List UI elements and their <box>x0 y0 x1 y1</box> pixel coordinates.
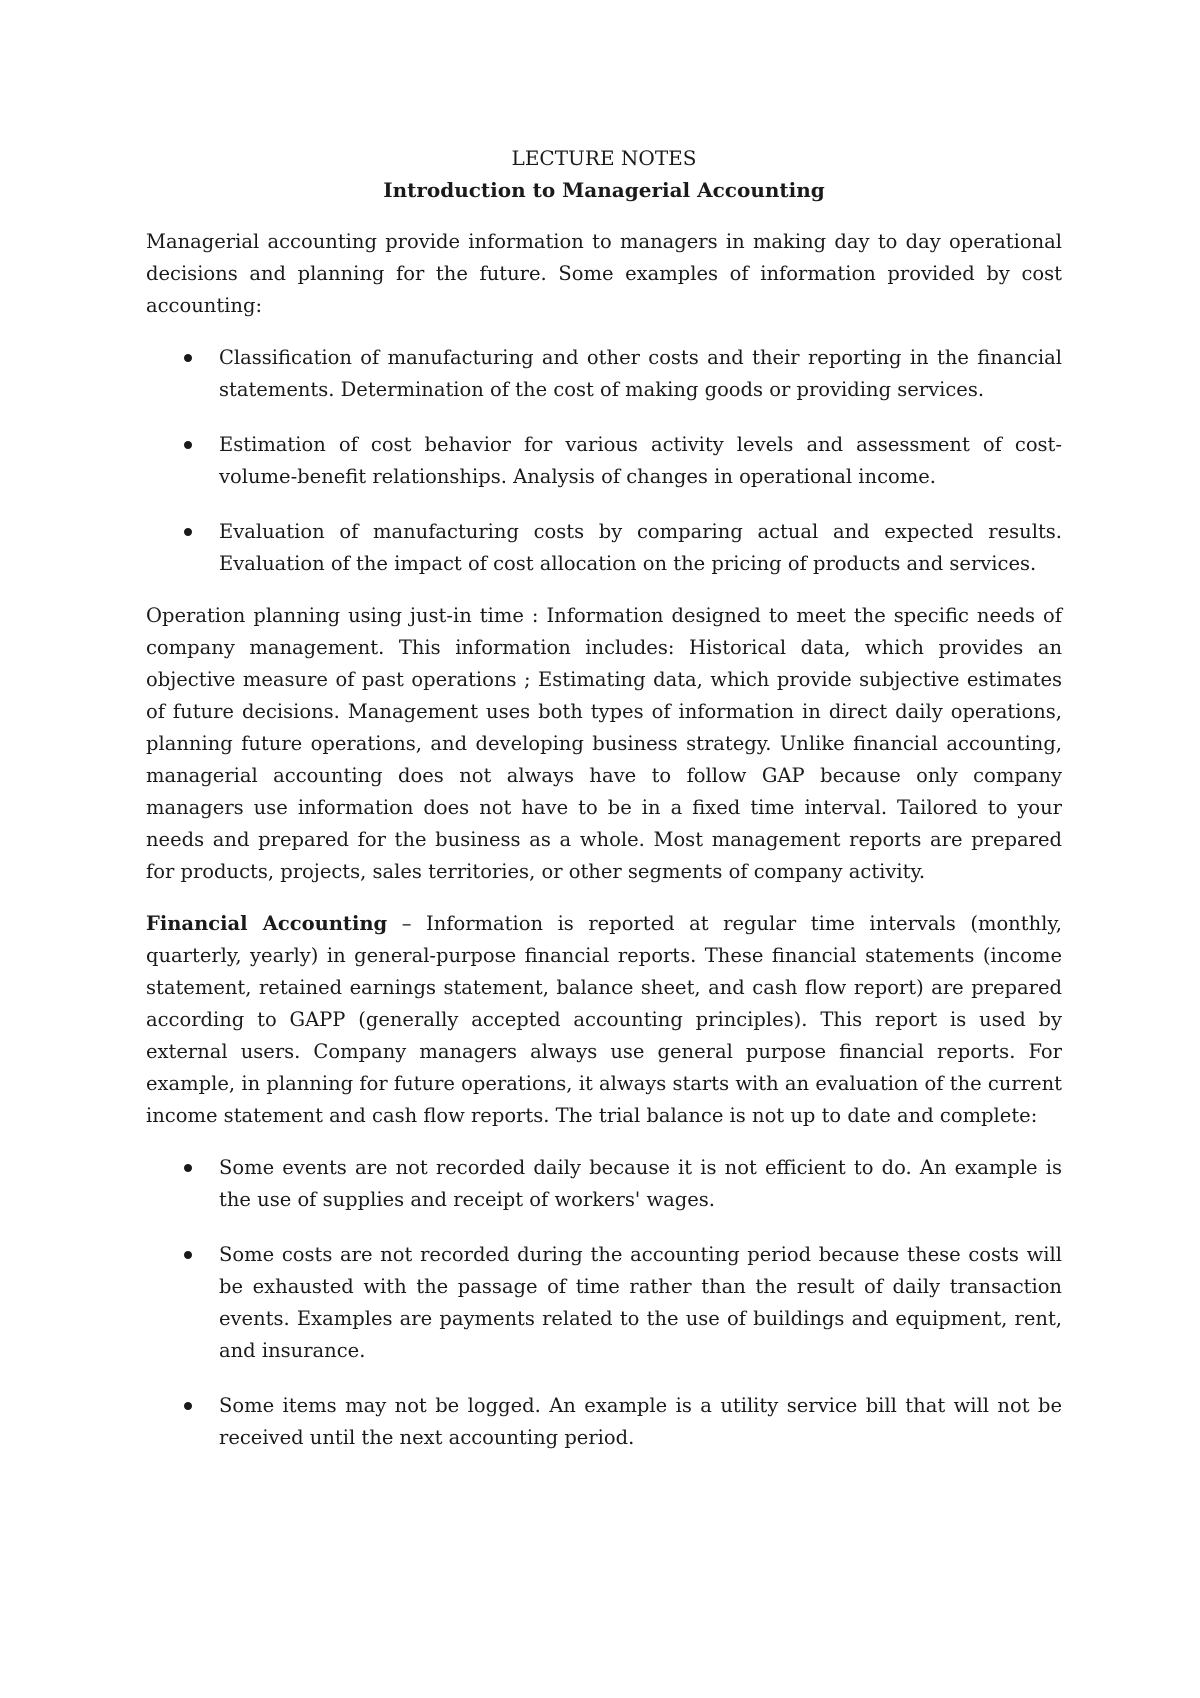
list-item-text: Some items may not be logged. An example is a utility service bill that will not be received until the next accounting period. <box>219 1394 1062 1449</box>
list-item <box>146 516 1062 580</box>
list-item-text: Some costs are not recorded during the accounting period because these costs will be exhausted with the passage of time rather than the result of daily transaction events. Examples are payments related to the use of buildings and equipment, rent, and insurance. <box>219 1243 1062 1362</box>
list-item-text: Evaluation of manufacturing costs by comparing actual and expected results. Evaluation of the impact of cost allocation on the pricing of products and services. <box>219 520 1062 575</box>
bullet-icon <box>184 1402 192 1410</box>
list-item <box>146 1390 1062 1454</box>
trial-balance-list <box>146 1152 1062 1454</box>
list-item <box>146 342 1062 406</box>
financial-accounting-term: Financial Accounting <box>146 912 388 935</box>
financial-accounting-text: – Information is reported at regular time intervals (monthly, quarterly, yearly) in general-purpose financial reports. These financial statements (income statement, retained earnings statement, balance sheet, and cash flow report) are prepared according to GAPP (generally accepted accounting principles). This report is used by external users. Company managers always use general purpose financial reports. For example, in planning for future operations, it always starts with an evaluation of the current income statement and cash flow reports. The trial balance is not up to date and complete: <box>146 912 1062 1127</box>
bullet-icon <box>184 1251 192 1259</box>
cost-accounting-list <box>146 342 1062 580</box>
list-item-text: Classification of manufacturing and other costs and their reporting in the financial statements. Determination of the cost of making goods or providing services. <box>219 346 1062 401</box>
financial-accounting-paragraph <box>146 908 1062 1132</box>
list-item <box>146 1239 1062 1367</box>
intro-paragraph: Managerial accounting provide information to managers in making day to day operational decisions and planning for the future. Some examples of information provided by cost accounting: <box>146 230 1062 317</box>
bullet-icon <box>184 354 192 362</box>
bullet-icon <box>184 1164 192 1172</box>
page-subtitle: Introduction to Managerial Accounting <box>383 178 825 202</box>
list-item <box>146 1152 1062 1216</box>
operation-planning-paragraph: Operation planning using just-in time : Information designed to meet the specific needs of company management. This information includes: Historical data, which provides an objective measure of past operations ; Estimating data, which provide subjective estimates of future decisions. Management uses both types of information in direct daily operations, planning future operations, and developing business strategy. Unlike financial accounting, managerial accounting does not always have to follow GAP because only company managers use information does not have to be in a fixed time interval. Tailored to your needs and prepared for the business as a whole. Most management reports are prepared for products, projects, sales territories, or other segments of company activity. <box>146 604 1062 883</box>
list-item <box>146 429 1062 493</box>
bullet-icon <box>184 441 192 449</box>
bullet-icon <box>184 528 192 536</box>
list-item-text: Some events are not recorded daily because it is not efficient to do. An example is the use of supplies and receipt of workers' wages. <box>219 1156 1062 1211</box>
page-title: LECTURE NOTES <box>511 146 697 170</box>
list-item-text: Estimation of cost behavior for various activity levels and assessment of cost-volume-benefit relationships. Analysis of changes in operational income. <box>219 433 1062 488</box>
